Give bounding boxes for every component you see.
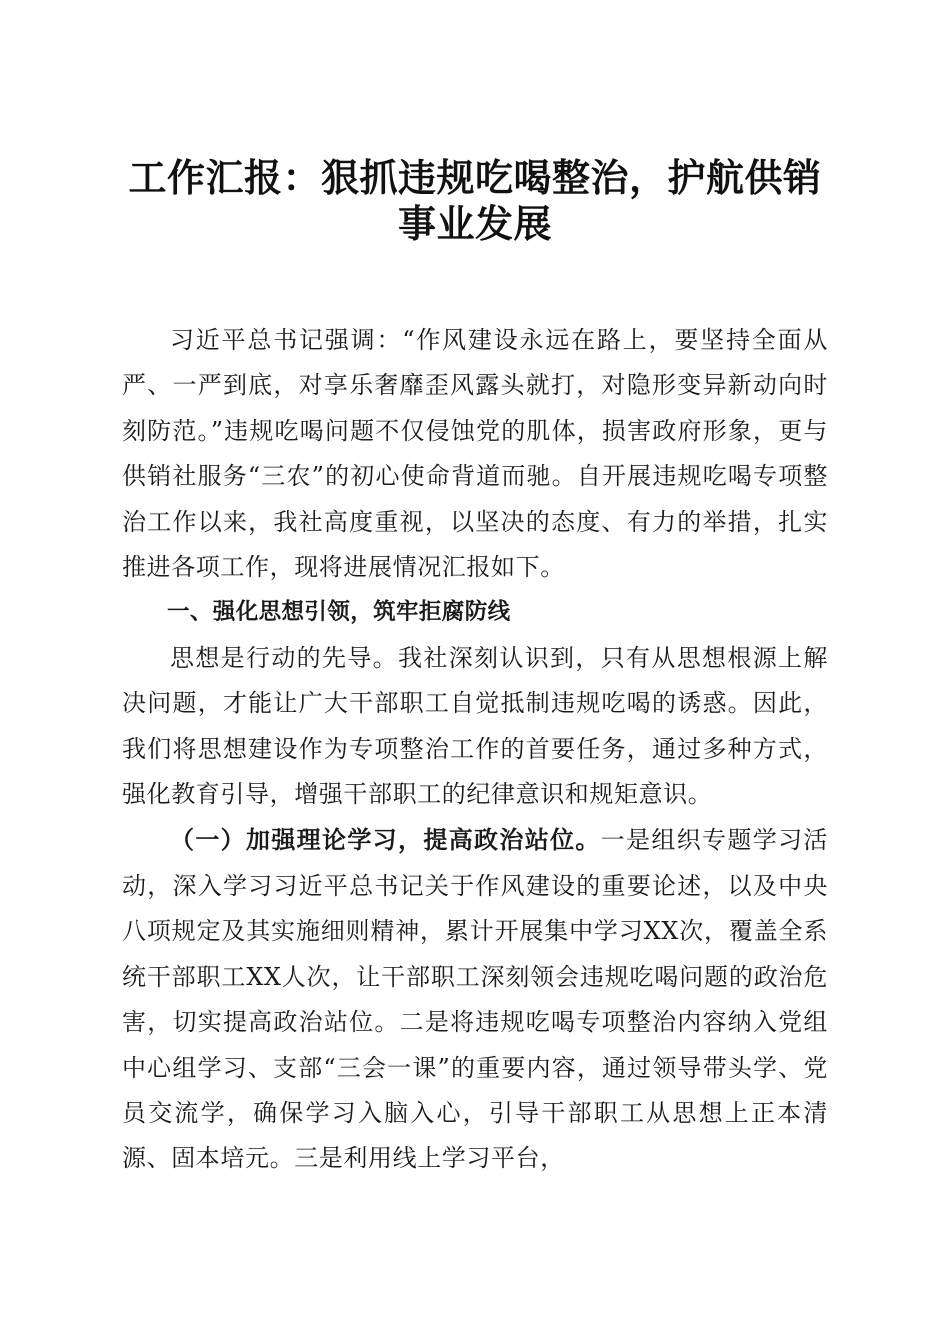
subsection-paragraph bbox=[122, 817, 828, 1181]
section-paragraph: 思想是行动的先导。我社深刻认识到，只有从思想根源上解决问题，才能让广大干部职工自觉抵制违规吃喝的诱惑。因此，我们将思想建设作为专项整治工作的首要任务，通过多种方式，强化教育引导，增强干部职工的纪律意识和规矩意识。 bbox=[122, 643, 828, 809]
subsection-heading: （一）加强理论学习，提高政治站位。 bbox=[170, 825, 601, 855]
section-heading: 一、强化思想引领，筑牢拒腐防线 bbox=[167, 599, 511, 626]
intro-paragraph: 习近平总书记强调：“作风建设永远在路上，要坚持全面从严、一严到底，对享乐奢靡歪风露头就打，对隐形变异新动向时刻防范。”违规吃喝问题不仅侵蚀党的肌体，损害政府形象，更与供销社服务“三农”的初心使命背道而驰。自开展违规吃喝专项整治工作以来，我社高度重视，以坚决的态度、有力的举措，扎实推进各项工作，现将进展情况汇报如下。 bbox=[122, 326, 828, 582]
document-body bbox=[122, 318, 828, 1182]
document-title: 工作汇报：狠抓违规吃喝整治，护航供销事业发展 bbox=[128, 155, 822, 246]
subsection-text: 一是组织专题学习活动，深入学习习近平总书记关于作风建设的重要论述，以及中央八项规定及其实施细则精神，累计开展集中学习XX次，覆盖全系统干部职工XX人次，让干部职工深刻领会违规吃喝问题的政治危害，切实提高政治站位。二是将违规吃喝专项整治内容纳入党组中心组学习、支部“三会一课”的重要内容，通过领导带头学、党员交流学，确保学习入脑入心，引导干部职工从思想上正本清源、固本培元。三是利用线上学习平台， bbox=[122, 826, 829, 1173]
